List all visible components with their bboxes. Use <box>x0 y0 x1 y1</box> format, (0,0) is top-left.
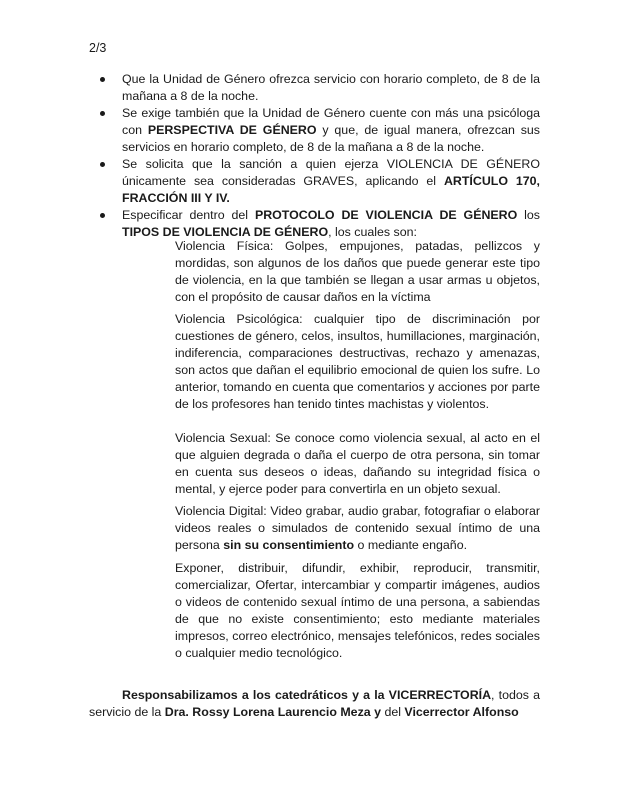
bullet-icon <box>100 213 105 218</box>
list-item <box>98 156 540 207</box>
demands-list <box>98 71 540 241</box>
bold-text: Dra. Rossy Lorena Laurencio Meza y <box>164 705 381 719</box>
bullet-text: Que la Unidad de Género ofrezca servicio con horario completo, de 8 de la mañana a 8 de la noche. <box>122 72 540 103</box>
paragraph-text: o mediante engaño. <box>354 538 468 552</box>
bullet-icon <box>100 162 105 167</box>
bullet-text: y que, de igual manera, ofrezcan sus servicios en horario completo, de 8 de la mañana a 8 de la noche. <box>122 123 540 154</box>
bold-text: ARTÍCULO 170, FRACCIÓN III Y IV. <box>122 174 540 205</box>
bold-text: PERSPECTIVA DE GÉNERO <box>147 123 317 137</box>
bold-text: TIPOS DE VIOLENCIA DE GÉNERO <box>122 225 329 239</box>
closing-paragraph <box>89 687 540 721</box>
bullet-text: Se solicita que la sanción a quien ejerza VIOLENCIA DE GÉNERO únicamente sea consideradas GRAVES, aplicando el <box>122 157 540 188</box>
sexual-violence-paragraph: Violencia Sexual: Se conoce como violencia sexual, al acto en el que alguien degrada o daña el cuerpo de otra persona, sin tomar en cuenta sus deseos o ideas, dañando su integridad física o mental, y ejerce poder para convertirla en un objeto sexual. <box>175 431 540 496</box>
bullet-text: , los cuales son: <box>328 225 417 239</box>
physical-violence-paragraph: Violencia Física: Golpes, empujones, patadas, pellizcos y mordidas, son algunos de los daños que puede generar este tipo de violencia, en la que también se llegan a usar armas u objetos, con el propósito de causar daños en la víctima <box>175 239 540 304</box>
bold-text: sin su consentimiento <box>223 538 355 552</box>
digital-violence-paragraph <box>175 503 540 554</box>
exposure-paragraph: Exponer, distribuir, difundir, exhibir, reproducir, transmitir, comercializar, Ofertar, intercambiar y compartir imágenes, audios o videos de contenido sexual íntimo de una persona, a sabiendas de que no existe consentimiento; esto mediante materiales impresos, correo electrónico, mensajes telefónicos, redes sociales o cualquier medio tecnológico. <box>175 561 540 660</box>
paragraph-text: del <box>381 705 405 719</box>
psychological-violence-paragraph: Violencia Psicológica: cualquier tipo de discriminación por cuestiones de género, celos, insultos, humillaciones, marginación, indiferencia, comparaciones destructivas, rechazo y amenazas, son actos que dañan el equilibrio emocional de quien los sufre. Lo anterior, tomando en cuenta que comentarios y acciones por parte de los profesores han tenido tintes machistas y violentos. <box>175 312 540 411</box>
bullet-icon <box>100 77 105 82</box>
paragraph-text: Violencia Digital: Video grabar, audio grabar, fotografiar o elaborar videos reales o simulados de contenido sexual íntimo de una persona <box>175 504 540 552</box>
paragraph-text: , todos a servicio de la <box>89 688 540 719</box>
list-item <box>98 207 540 241</box>
page-number: 2/3 <box>89 41 107 55</box>
list-item <box>98 105 540 156</box>
list-item <box>98 71 540 105</box>
bullet-text: Se exige también que la Unidad de Género cuente con más una psicóloga con <box>122 106 540 137</box>
bullet-text: Especificar dentro del <box>122 208 255 222</box>
bullet-icon <box>100 111 105 116</box>
bullet-text: los <box>517 208 540 222</box>
bold-text: Vicerrector Alfonso <box>404 705 519 719</box>
bold-text: PROTOCOLO DE VIOLENCIA DE GÉNERO <box>254 208 518 222</box>
bold-text: Responsabilizamos a los catedráticos y a la VICERRECTORÍA <box>122 688 492 702</box>
